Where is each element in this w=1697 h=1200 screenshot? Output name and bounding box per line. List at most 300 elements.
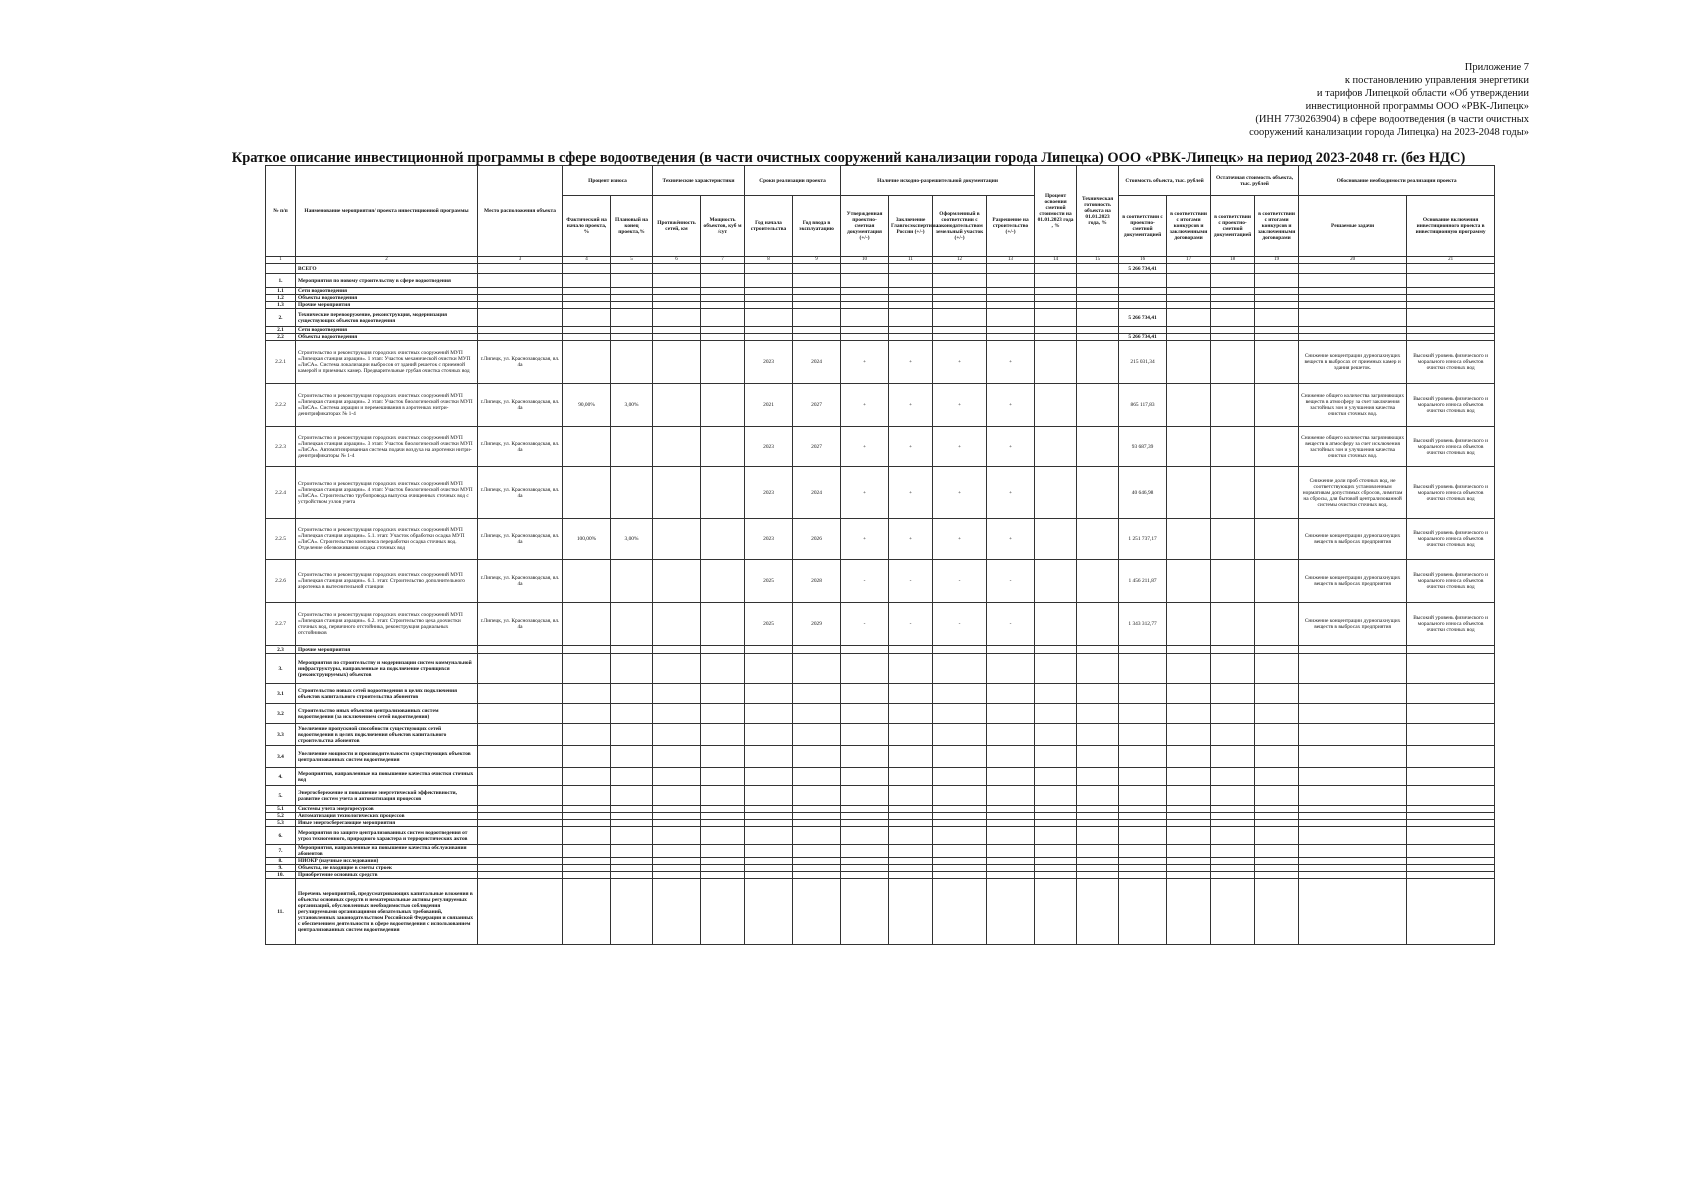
cell-c5 <box>611 806 653 813</box>
cell-c9 <box>793 724 841 746</box>
cell-c10: - <box>841 560 889 603</box>
cell-c19 <box>1255 845 1299 858</box>
cell-c11: - <box>889 560 933 603</box>
cell-no: 5. <box>266 786 296 806</box>
cell-c6 <box>653 768 701 786</box>
cell-c21 <box>1407 786 1495 806</box>
cell-name: Мероприятия, направленные на повышение качества обслуживания абонентов <box>296 845 478 858</box>
cell-c20 <box>1299 768 1407 786</box>
cell-c15 <box>1077 327 1119 334</box>
cell-c11 <box>889 806 933 813</box>
cell-c7 <box>701 746 745 768</box>
cell-c12 <box>933 820 987 827</box>
table-row <box>266 560 1495 603</box>
appendix-line: и тарифов Липецкой области «Об утверждении <box>1316 88 1529 99</box>
cell-c20: Снижение общего количества загрязняющих веществ в атмосферу за счет исключения застойных зон и улучшения качества очистки сточных вод. <box>1299 427 1407 467</box>
cell-c15 <box>1077 724 1119 746</box>
cell-c8: 2021 <box>745 384 793 427</box>
cell-c17 <box>1167 872 1211 879</box>
cell-c7 <box>701 427 745 467</box>
cell-c16 <box>1119 858 1167 865</box>
cell-c10 <box>841 302 889 309</box>
cell-c5 <box>611 646 653 654</box>
cell-c21 <box>1407 845 1495 858</box>
cell-c12 <box>933 879 987 945</box>
cell-c15 <box>1077 820 1119 827</box>
cell-c4 <box>563 603 611 646</box>
cell-place <box>478 288 563 295</box>
table-row <box>266 684 1495 704</box>
cell-c15 <box>1077 274 1119 288</box>
cell-c7 <box>701 654 745 684</box>
cell-c17 <box>1167 768 1211 786</box>
cell-c4 <box>563 746 611 768</box>
cell-c7 <box>701 302 745 309</box>
cell-c5 <box>611 427 653 467</box>
header-c16: в соответствии с проектно-сметной документацией <box>1119 196 1167 257</box>
header-docs: Наличие исходно-разрешительной документации <box>841 166 1035 196</box>
column-number: 13 <box>987 257 1035 264</box>
cell-c6 <box>653 384 701 427</box>
cell-c11: + <box>889 341 933 384</box>
header-c18: в соответствии с проектно-сметной документацией <box>1211 196 1255 257</box>
cell-c21 <box>1407 858 1495 865</box>
cell-c10 <box>841 646 889 654</box>
cell-place <box>478 806 563 813</box>
cell-c6 <box>653 646 701 654</box>
investment-table <box>265 165 1495 945</box>
cell-c9 <box>793 264 841 274</box>
column-number: 19 <box>1255 257 1299 264</box>
cell-c13 <box>987 302 1035 309</box>
cell-c14 <box>1035 427 1077 467</box>
cell-c15 <box>1077 746 1119 768</box>
cell-c4: 90,00% <box>563 384 611 427</box>
cell-no: 2.2.6 <box>266 560 296 603</box>
cell-c5: 3,00% <box>611 519 653 560</box>
cell-c12 <box>933 288 987 295</box>
cell-c19 <box>1255 309 1299 327</box>
cell-c5 <box>611 845 653 858</box>
cell-c14 <box>1035 334 1077 341</box>
cell-c14 <box>1035 820 1077 827</box>
cell-c10: + <box>841 384 889 427</box>
cell-c17 <box>1167 654 1211 684</box>
cell-c11 <box>889 264 933 274</box>
cell-c8: 2023 <box>745 467 793 519</box>
header-c11: Заключение Главгосэкспертизы России (+/-) <box>889 196 933 257</box>
column-number: 15 <box>1077 257 1119 264</box>
cell-no: 2.2.1 <box>266 341 296 384</box>
cell-c14 <box>1035 827 1077 845</box>
cell-c8 <box>745 302 793 309</box>
cell-c5 <box>611 684 653 704</box>
cell-c17 <box>1167 427 1211 467</box>
cell-c11 <box>889 646 933 654</box>
cell-c17 <box>1167 603 1211 646</box>
cell-c12: + <box>933 384 987 427</box>
cell-place <box>478 327 563 334</box>
cell-c9 <box>793 768 841 786</box>
cell-c13 <box>987 654 1035 684</box>
cell-c5 <box>611 341 653 384</box>
header-c8: Год начала строительства <box>745 196 793 257</box>
cell-c12 <box>933 845 987 858</box>
document-title: Краткое описание инвестиционной программы в сфере водоотведения (в части очистных сооружений канализации города Липецка) ООО «РВК-Липецк» на период 2023-2048 гг. (без НДС) <box>231 150 1466 166</box>
cell-name: Увеличение пропускной способности существующих сетей водоотведения в целях подключения объектов капитального строительства абонентов <box>296 724 478 746</box>
cell-c19 <box>1255 806 1299 813</box>
header-c21: Основание включения инвестиционного проекта в инвестиционную программу <box>1407 196 1495 257</box>
cell-c20 <box>1299 820 1407 827</box>
cell-place: г.Липецк, ул. Краснозаводская, вл. 4а <box>478 467 563 519</box>
table-row <box>266 327 1495 334</box>
cell-c19 <box>1255 872 1299 879</box>
cell-c18 <box>1211 872 1255 879</box>
cell-name: Объекты, не входящие в сметы строек <box>296 865 478 872</box>
cell-c12 <box>933 264 987 274</box>
cell-c10 <box>841 309 889 327</box>
cell-c13: - <box>987 560 1035 603</box>
cell-no: 2.2 <box>266 334 296 341</box>
cell-no: 2. <box>266 309 296 327</box>
column-number: 9 <box>793 257 841 264</box>
cell-place <box>478 858 563 865</box>
cell-c5 <box>611 858 653 865</box>
cell-c15 <box>1077 806 1119 813</box>
cell-c21 <box>1407 806 1495 813</box>
cell-name: Увеличение мощности и производительности существующих объектов централизованных систем водоотведения <box>296 746 478 768</box>
cell-c10 <box>841 879 889 945</box>
cell-c11 <box>889 827 933 845</box>
cell-c9 <box>793 872 841 879</box>
cell-name: Сети водоотведения <box>296 288 478 295</box>
table-row <box>266 334 1495 341</box>
cell-c14 <box>1035 768 1077 786</box>
cell-c17 <box>1167 813 1211 820</box>
cell-c16: 40 646,98 <box>1119 467 1167 519</box>
cell-c10 <box>841 827 889 845</box>
cell-c21 <box>1407 274 1495 288</box>
table-row <box>266 786 1495 806</box>
cell-c13 <box>987 288 1035 295</box>
cell-c7 <box>701 384 745 427</box>
cell-c5 <box>611 786 653 806</box>
header-c9: Год ввода в эксплуатацию <box>793 196 841 257</box>
cell-c6 <box>653 560 701 603</box>
cell-c17 <box>1167 827 1211 845</box>
cell-c10: + <box>841 467 889 519</box>
cell-c21: Высокий уровень физического и морального износа объектов очистки сточных вод <box>1407 519 1495 560</box>
cell-c9: 2027 <box>793 427 841 467</box>
cell-c4 <box>563 274 611 288</box>
cell-no <box>266 264 296 274</box>
cell-c21 <box>1407 302 1495 309</box>
cell-c11 <box>889 865 933 872</box>
appendix-line: сооружений канализации города Липецка) на 2023-2048 годы» <box>1249 127 1529 138</box>
cell-c19 <box>1255 813 1299 820</box>
cell-c9 <box>793 334 841 341</box>
cell-c18 <box>1211 704 1255 724</box>
column-number: 7 <box>701 257 745 264</box>
table-row <box>266 302 1495 309</box>
header-tech: Технические характеристики <box>653 166 745 196</box>
cell-c17 <box>1167 865 1211 872</box>
cell-c21: Высокий уровень физического и морального износа объектов очистки сточных вод <box>1407 341 1495 384</box>
table-row <box>266 746 1495 768</box>
cell-c10: - <box>841 603 889 646</box>
table-row <box>266 879 1495 945</box>
cell-no: 3. <box>266 654 296 684</box>
cell-c18 <box>1211 820 1255 827</box>
cell-c13 <box>987 768 1035 786</box>
cell-c6 <box>653 724 701 746</box>
cell-c14 <box>1035 309 1077 327</box>
cell-c14 <box>1035 288 1077 295</box>
header-cost: Стоимость объекта, тыс. рублей <box>1119 166 1211 196</box>
cell-c6 <box>653 302 701 309</box>
cell-c11 <box>889 746 933 768</box>
cell-c13 <box>987 327 1035 334</box>
cell-c15 <box>1077 786 1119 806</box>
cell-c10 <box>841 327 889 334</box>
cell-c18 <box>1211 560 1255 603</box>
cell-c17 <box>1167 302 1211 309</box>
header-c15: Техническая готовность объекта на 01.01.2023 года, % <box>1077 166 1119 257</box>
cell-c12: + <box>933 467 987 519</box>
cell-c18 <box>1211 827 1255 845</box>
cell-c16 <box>1119 813 1167 820</box>
cell-c11 <box>889 768 933 786</box>
cell-c5 <box>611 872 653 879</box>
cell-c16 <box>1119 806 1167 813</box>
cell-c14 <box>1035 746 1077 768</box>
cell-c17 <box>1167 806 1211 813</box>
cell-name: НИОКР (научные исследования) <box>296 858 478 865</box>
table-row <box>266 704 1495 724</box>
cell-name: Иные энергосберегающие мероприятия <box>296 820 478 827</box>
cell-c8 <box>745 654 793 684</box>
cell-c7 <box>701 820 745 827</box>
cell-name: Строительство и реконструкция городских очистных сооружений МУП «Липецкая станция аэрации». 3 этап: Участок биологической очистки МУП «ЛиСА». Автоматизированная система подачи воздуха на аэротенки нитри-денитрификаторы № 1-4 <box>296 427 478 467</box>
cell-c9: 2024 <box>793 467 841 519</box>
cell-place <box>478 302 563 309</box>
cell-c7 <box>701 309 745 327</box>
cell-c21 <box>1407 872 1495 879</box>
cell-c15 <box>1077 334 1119 341</box>
cell-c18 <box>1211 858 1255 865</box>
cell-c21 <box>1407 827 1495 845</box>
header-progress: Процент износа <box>563 166 653 196</box>
cell-c21 <box>1407 264 1495 274</box>
cell-c12 <box>933 872 987 879</box>
cell-name: Мероприятия, направленные на повышение качества очистки сточных вод <box>296 768 478 786</box>
cell-c20: Снижение концентрации дурнопахнущих веществ в выбросах предприятия <box>1299 560 1407 603</box>
cell-no: 1.1 <box>266 288 296 295</box>
cell-c13: + <box>987 427 1035 467</box>
cell-c21 <box>1407 724 1495 746</box>
cell-c9 <box>793 865 841 872</box>
cell-c13: + <box>987 341 1035 384</box>
cell-c21 <box>1407 879 1495 945</box>
cell-c8 <box>745 768 793 786</box>
cell-no: 5.1 <box>266 806 296 813</box>
cell-c10 <box>841 295 889 302</box>
cell-c15 <box>1077 684 1119 704</box>
cell-c16 <box>1119 820 1167 827</box>
cell-c5 <box>611 560 653 603</box>
cell-name: Приобретение основных средств <box>296 872 478 879</box>
cell-c19 <box>1255 334 1299 341</box>
cell-c18 <box>1211 806 1255 813</box>
cell-c19 <box>1255 827 1299 845</box>
cell-c12: - <box>933 603 987 646</box>
cell-c9 <box>793 879 841 945</box>
cell-c17 <box>1167 334 1211 341</box>
cell-c5 <box>611 768 653 786</box>
cell-c6 <box>653 865 701 872</box>
cell-c21 <box>1407 813 1495 820</box>
cell-c8 <box>745 288 793 295</box>
cell-c7 <box>701 274 745 288</box>
cell-c10 <box>841 654 889 684</box>
cell-c11: + <box>889 519 933 560</box>
cell-c13 <box>987 820 1035 827</box>
cell-c18 <box>1211 467 1255 519</box>
cell-c20 <box>1299 295 1407 302</box>
cell-name: Энергосбережение и повышение энергетической эффективности, развитие систем учета и автоматизация процессов <box>296 786 478 806</box>
cell-c21 <box>1407 327 1495 334</box>
cell-c11 <box>889 295 933 302</box>
cell-c7 <box>701 327 745 334</box>
cell-c17 <box>1167 295 1211 302</box>
cell-place: г.Липецк, ул. Краснозаводская, вл. 4а <box>478 560 563 603</box>
cell-c11: + <box>889 427 933 467</box>
column-number: 6 <box>653 257 701 264</box>
cell-c12: + <box>933 519 987 560</box>
cell-c8 <box>745 274 793 288</box>
cell-c8 <box>745 845 793 858</box>
cell-c7 <box>701 341 745 384</box>
column-number: 21 <box>1407 257 1495 264</box>
cell-c4 <box>563 309 611 327</box>
cell-c17 <box>1167 704 1211 724</box>
cell-c12 <box>933 704 987 724</box>
cell-c6 <box>653 806 701 813</box>
cell-c6 <box>653 872 701 879</box>
cell-c18 <box>1211 724 1255 746</box>
table-row <box>266 845 1495 858</box>
column-number: 8 <box>745 257 793 264</box>
cell-c17 <box>1167 384 1211 427</box>
cell-c9 <box>793 288 841 295</box>
cell-c4 <box>563 872 611 879</box>
appendix-line: Приложение 7 <box>1464 62 1529 73</box>
cell-c7 <box>701 334 745 341</box>
cell-no: 4. <box>266 768 296 786</box>
cell-c8 <box>745 334 793 341</box>
cell-c10 <box>841 724 889 746</box>
table-row <box>266 654 1495 684</box>
cell-name: Мероприятия по строительству и модернизации систем коммунальной инфраструктуры, направленные на подключение строящихся (реконструируемых) объектов <box>296 654 478 684</box>
header-c5: Плановый на конец проекта,% <box>611 196 653 257</box>
cell-c8 <box>745 309 793 327</box>
cell-place <box>478 684 563 704</box>
cell-c13 <box>987 704 1035 724</box>
column-number: 17 <box>1167 257 1211 264</box>
cell-c8 <box>745 646 793 654</box>
cell-c18 <box>1211 865 1255 872</box>
cell-c4 <box>563 684 611 704</box>
cell-c20 <box>1299 724 1407 746</box>
cell-c5: 3,00% <box>611 384 653 427</box>
cell-name: Строительство и реконструкция городских очистных сооружений МУП «Липецкая станция аэрации». 4 этап: Участок биологической очистки МУП «ЛиСА». Строительство трубопровода выпуска очищенных сточных вод с устройством узлов учета <box>296 467 478 519</box>
cell-c9 <box>793 858 841 865</box>
cell-no: 6. <box>266 827 296 845</box>
cell-c20 <box>1299 646 1407 654</box>
cell-c14 <box>1035 467 1077 519</box>
cell-c5 <box>611 295 653 302</box>
cell-c16: 5 266 734,41 <box>1119 309 1167 327</box>
cell-c15 <box>1077 646 1119 654</box>
cell-c9 <box>793 684 841 704</box>
cell-c14 <box>1035 603 1077 646</box>
table-row <box>266 427 1495 467</box>
table-row <box>266 820 1495 827</box>
appendix-line: инвестиционной программы ООО «РВК-Липецк» <box>1305 101 1529 112</box>
cell-c8: 2025 <box>745 560 793 603</box>
cell-c4 <box>563 704 611 724</box>
cell-c13 <box>987 879 1035 945</box>
cell-no: 3.3 <box>266 724 296 746</box>
cell-name: Перечень мероприятий, предусматривающих капитальные вложения в объекты основных средств и нематериальные активы регулируемых организаций, обусловленных необходимостью соблюдения регулируемыми организациями обязательных требований, установленных законодательством Российской Федерации и связанных с обеспечением деятельности в сфере водоотведения с использованием централизованных систем водоотведения <box>296 879 478 945</box>
cell-c16 <box>1119 879 1167 945</box>
cell-c6 <box>653 786 701 806</box>
cell-c6 <box>653 813 701 820</box>
cell-c6 <box>653 288 701 295</box>
cell-c6 <box>653 684 701 704</box>
cell-c19 <box>1255 302 1299 309</box>
cell-c10 <box>841 813 889 820</box>
cell-place <box>478 295 563 302</box>
cell-no: 10. <box>266 872 296 879</box>
cell-c11 <box>889 858 933 865</box>
table-row <box>266 827 1495 845</box>
cell-c15 <box>1077 264 1119 274</box>
cell-c6 <box>653 274 701 288</box>
cell-c9 <box>793 827 841 845</box>
cell-c20: Снижение концентрации дурнопахнущих веществ в выбросах предприятия <box>1299 519 1407 560</box>
cell-c7 <box>701 704 745 724</box>
cell-c4 <box>563 768 611 786</box>
cell-c15 <box>1077 519 1119 560</box>
cell-place <box>478 646 563 654</box>
cell-no: 3.4 <box>266 746 296 768</box>
appendix-line: к постановлению управления энергетики <box>1344 75 1529 86</box>
header-name: Наименование мероприятия/ проекта инвестиционной программы <box>296 166 478 257</box>
cell-c8 <box>745 295 793 302</box>
cell-c7 <box>701 845 745 858</box>
cell-c8: 2025 <box>745 603 793 646</box>
cell-c10 <box>841 768 889 786</box>
cell-c15 <box>1077 341 1119 384</box>
cell-place <box>478 820 563 827</box>
cell-name: Технические перевооружение, реконструкция, модернизация существующих объектов водоотведения <box>296 309 478 327</box>
cell-c11 <box>889 274 933 288</box>
cell-c12 <box>933 746 987 768</box>
cell-c4 <box>563 724 611 746</box>
cell-no: 2.2.3 <box>266 427 296 467</box>
cell-c21 <box>1407 295 1495 302</box>
